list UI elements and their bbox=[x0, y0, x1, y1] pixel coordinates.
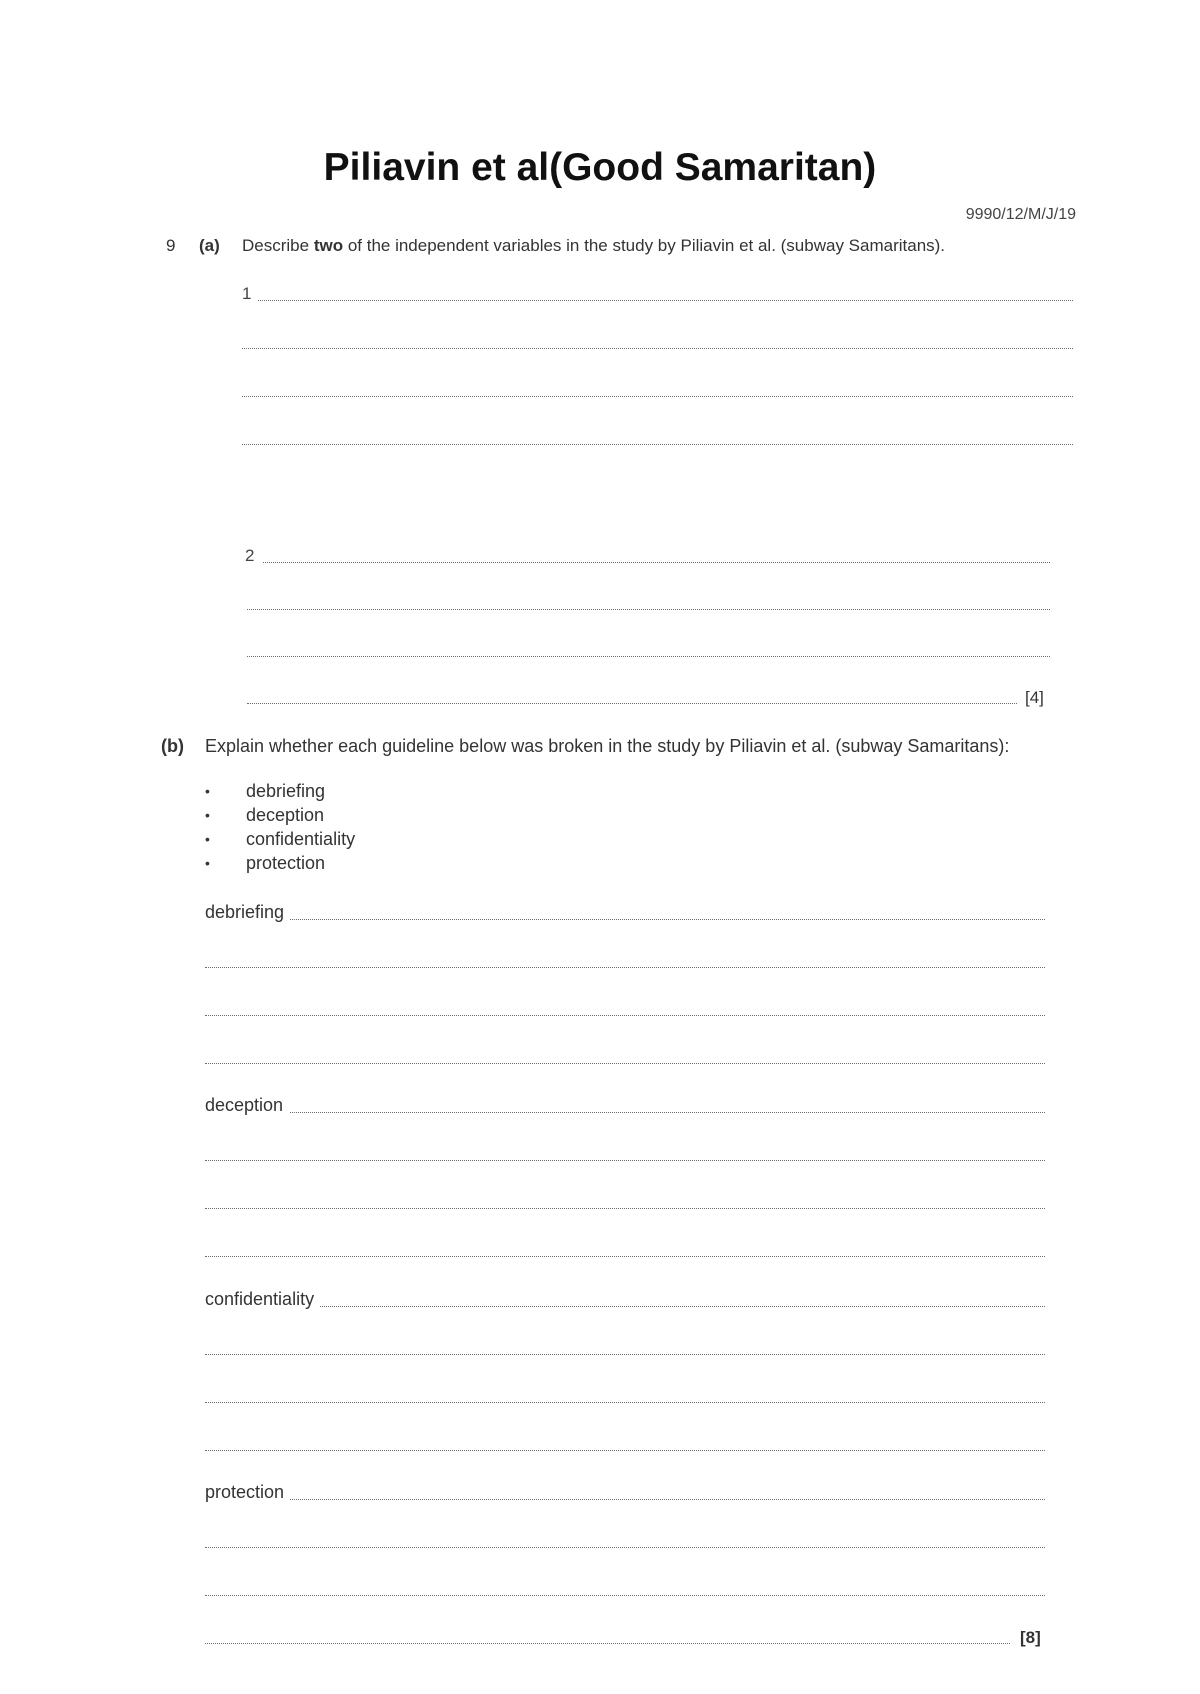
answer-line[interactable] bbox=[205, 1112, 1045, 1113]
answer-line[interactable] bbox=[205, 1208, 1045, 1209]
page-title: Piliavin et al(Good Samaritan) bbox=[323, 146, 877, 189]
answer-label-confidentiality: confidentiality bbox=[205, 1289, 320, 1310]
part-a-marks: [4] bbox=[1025, 688, 1044, 707]
bullet-text: protection bbox=[246, 853, 326, 873]
answer-line[interactable] bbox=[258, 300, 1073, 301]
answer-line[interactable] bbox=[205, 1306, 1045, 1307]
part-b-marks: [8] bbox=[1020, 1628, 1041, 1647]
answer-line[interactable] bbox=[205, 1450, 1045, 1451]
answer-line[interactable] bbox=[242, 396, 1073, 397]
answer-line[interactable] bbox=[205, 967, 1045, 968]
part-a-prompt-start: Describe bbox=[242, 236, 314, 255]
part-b-label: (b) bbox=[161, 736, 184, 756]
answer-label-debriefing: debriefing bbox=[205, 902, 290, 923]
answer-line[interactable] bbox=[205, 1015, 1045, 1016]
answer-line[interactable] bbox=[247, 703, 1017, 704]
answer-line[interactable] bbox=[247, 656, 1050, 657]
answer-line[interactable] bbox=[205, 1595, 1045, 1596]
answer-line[interactable] bbox=[205, 1354, 1045, 1355]
answer-line[interactable] bbox=[205, 1256, 1045, 1257]
answer-line[interactable] bbox=[205, 1643, 1010, 1644]
paper-reference: 9990/12/M/J/19 bbox=[965, 206, 1076, 223]
answer-line[interactable] bbox=[247, 609, 1050, 610]
answer-line[interactable] bbox=[205, 1402, 1045, 1403]
answer-line[interactable] bbox=[205, 1499, 1045, 1500]
answer-number-1: 1 bbox=[242, 284, 252, 303]
answer-line[interactable] bbox=[205, 1063, 1045, 1064]
part-a-prompt-emphasis: two bbox=[313, 236, 344, 255]
bullet-icon: • bbox=[205, 855, 210, 871]
answer-label-deception: deception bbox=[205, 1095, 289, 1116]
answer-line[interactable] bbox=[205, 919, 1045, 920]
bullet-text: debriefing bbox=[246, 781, 326, 801]
answer-line[interactable] bbox=[263, 562, 1050, 563]
part-b-prompt: Explain whether each guideline below was broken in the study by Piliavin et al. (subway Samaritans): bbox=[205, 736, 1010, 756]
part-a-label: (a) bbox=[199, 236, 220, 255]
bullet-icon: • bbox=[205, 783, 210, 799]
bullet-icon: • bbox=[205, 831, 210, 847]
answer-line[interactable] bbox=[205, 1160, 1045, 1161]
answer-line[interactable] bbox=[242, 444, 1073, 445]
bullet-text: confidentiality bbox=[246, 829, 356, 849]
part-a-prompt-end: of the independent variables in the study by Piliavin et al. (subway Samaritans). bbox=[343, 236, 946, 255]
bullet-icon: • bbox=[205, 807, 210, 823]
answer-line[interactable] bbox=[205, 1547, 1045, 1548]
answer-label-protection: protection bbox=[205, 1482, 290, 1503]
answer-number-2: 2 bbox=[245, 546, 255, 565]
bullet-text: deception bbox=[246, 805, 325, 825]
part-a-prompt bbox=[242, 236, 945, 256]
answer-line[interactable] bbox=[242, 348, 1073, 349]
question-number: 9 bbox=[166, 236, 176, 255]
